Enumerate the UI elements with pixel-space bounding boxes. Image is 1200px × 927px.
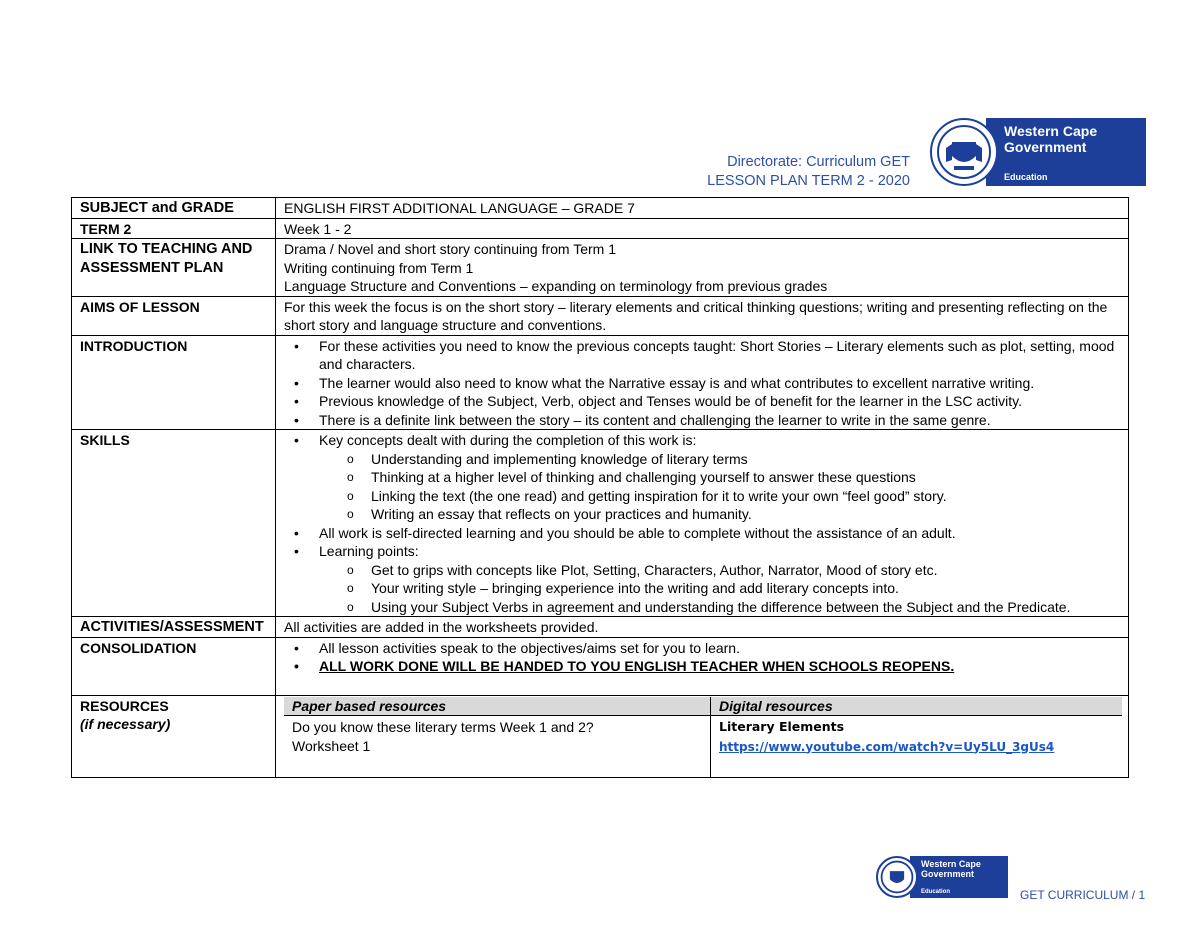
coat-of-arms-icon — [930, 118, 998, 186]
coat-of-arms-small-icon — [876, 856, 918, 898]
row-skills — [72, 430, 1129, 617]
label-aims: AIMS OF LESSON — [72, 296, 276, 335]
link-line: Language Structure and Conventions – expanding on terminology from previous grades — [284, 278, 828, 294]
skills-bullet — [319, 431, 1122, 524]
value-term: Week 1 - 2 — [276, 218, 1129, 239]
row-activities — [72, 617, 1129, 638]
skills-sub-item: o Your writing style – bringing experience into the writing and add literary concepts into. — [371, 579, 1122, 598]
skills-sub-item: o Thinking at a higher level of thinking and challenging yourself to answer these questions — [371, 468, 1122, 487]
logo-small-line-3: Education — [921, 889, 951, 895]
row-resources — [72, 695, 1129, 778]
skills-sub-item: o Understanding and implementing knowledge of literary terms — [371, 450, 1122, 469]
label-term: TERM 2 — [72, 218, 276, 239]
row-aims — [72, 296, 1129, 335]
paper-resources-cell — [284, 716, 711, 778]
logo-line-2: Government — [1004, 139, 1087, 155]
value-introduction — [276, 335, 1129, 430]
row-consolidation — [72, 637, 1129, 695]
label-resources — [72, 695, 276, 778]
logo-band — [986, 118, 1146, 186]
paper-resources-header: Paper based resources — [284, 697, 711, 716]
footer-page-label: GET CURRICULUM / 1 — [1020, 888, 1146, 902]
logo-line-3: Education — [1004, 172, 1048, 182]
paper-resource-line: Do you know these literary terms Week 1 and 2? — [292, 719, 594, 735]
link-line: Writing continuing from Term 1 — [284, 259, 474, 276]
wcg-logo-small — [876, 856, 1008, 898]
label-consolidation: CONSOLIDATION — [72, 637, 276, 695]
skills-bullet-text: Key concepts dealt with during the completion of this work is: — [319, 432, 697, 448]
value-resources — [276, 695, 1129, 778]
row-term — [72, 218, 1129, 239]
intro-bullet: • Previous knowledge of the Subject, Verb, object and Tenses would be of benefit for the learner in the LSC activity. — [319, 392, 1122, 411]
row-introduction — [72, 335, 1129, 430]
lesson-plan-title: LESSON PLAN TERM 2 - 2020 — [707, 173, 910, 189]
value-consolidation — [276, 637, 1129, 695]
skills-sub-item: o Get to grips with concepts like Plot, Setting, Characters, Author, Narrator, Mood of story etc. — [371, 561, 1122, 580]
skills-bullet-text: Learning points: — [319, 543, 419, 559]
intro-bullet: • The learner would also need to know what the Narrative essay is and what contributes to excellent narrative writing. — [319, 374, 1122, 393]
value-link — [276, 239, 1129, 297]
skills-sub-item: o Linking the text (the one read) and getting inspiration for it to write your own “feel good” story. — [371, 487, 1122, 506]
label-subject: SUBJECT and GRADE — [72, 198, 276, 219]
logo-small-band — [910, 856, 1008, 898]
intro-bullet: • For these activities you need to know the previous concepts taught: Short Stories – Literary elements such as plot, setting, mood and characters. — [319, 337, 1122, 374]
lesson-plan-table — [71, 197, 1129, 778]
logo-line-1: Western Cape — [1004, 123, 1098, 139]
directorate-title: Directorate: Curriculum GET — [727, 154, 910, 170]
logo-small-line-1: Western Cape — [921, 859, 981, 869]
logo-small-line-2: Government — [921, 869, 975, 879]
document-header — [640, 153, 910, 191]
label-activities: ACTIVITIES/ASSESSMENT — [72, 617, 276, 638]
value-activities: All activities are added in the worksheets provided. — [276, 617, 1129, 638]
resources-table — [284, 697, 1122, 778]
consolidation-bullet: • All lesson activities speak to the objectives/aims set for you to learn. — [319, 639, 1122, 658]
value-subject: ENGLISH FIRST ADDITIONAL LANGUAGE – GRADE 7 — [276, 198, 1129, 219]
paper-resource-line: Worksheet 1 — [292, 737, 371, 754]
link-line: Drama / Novel and short story continuing from Term 1 — [284, 241, 616, 257]
youtube-link[interactable]: https://www.youtube.com/watch?v=Uy5LU_3gUs4 — [719, 739, 1055, 754]
intro-bullet: • There is a definite link between the story – its content and challenging the learner to write in the same genre. — [319, 411, 1122, 430]
digital-resources-cell — [711, 716, 1123, 778]
label-introduction: INTRODUCTION — [72, 335, 276, 430]
value-skills — [276, 430, 1129, 617]
value-aims: For this week the focus is on the short story – literary elements and critical thinking questions; writing and presenting reflecting on the short story and language structure and conventions. — [276, 296, 1129, 335]
resources-label: RESOURCES — [80, 697, 169, 714]
consolidation-bullet-emphasis: • ALL WORK DONE WILL BE HANDED TO YOU ENGLISH TEACHER WHEN SCHOOLS REOPENS. — [319, 657, 1122, 676]
wcg-logo — [930, 118, 1146, 186]
row-link — [72, 239, 1129, 297]
row-subject — [72, 198, 1129, 219]
label-link: LINK TO TEACHING AND ASSESSMENT PLAN — [72, 239, 276, 297]
digital-resources-header: Digital resources — [711, 697, 1123, 716]
resources-sublabel: (if necessary) — [80, 716, 171, 732]
skills-bullet: • All work is self-directed learning and you should be able to complete without the assistance of an adult. — [319, 524, 1122, 543]
skills-bullet — [319, 542, 1122, 616]
digital-resource-title: Literary Elements — [719, 719, 845, 734]
label-skills: SKILLS — [72, 430, 276, 617]
skills-sub-item: o Using your Subject Verbs in agreement and understanding the difference between the Subject and the Predicate. — [371, 598, 1122, 617]
skills-sub-item: o Writing an essay that reflects on your practices and humanity. — [371, 505, 1122, 524]
